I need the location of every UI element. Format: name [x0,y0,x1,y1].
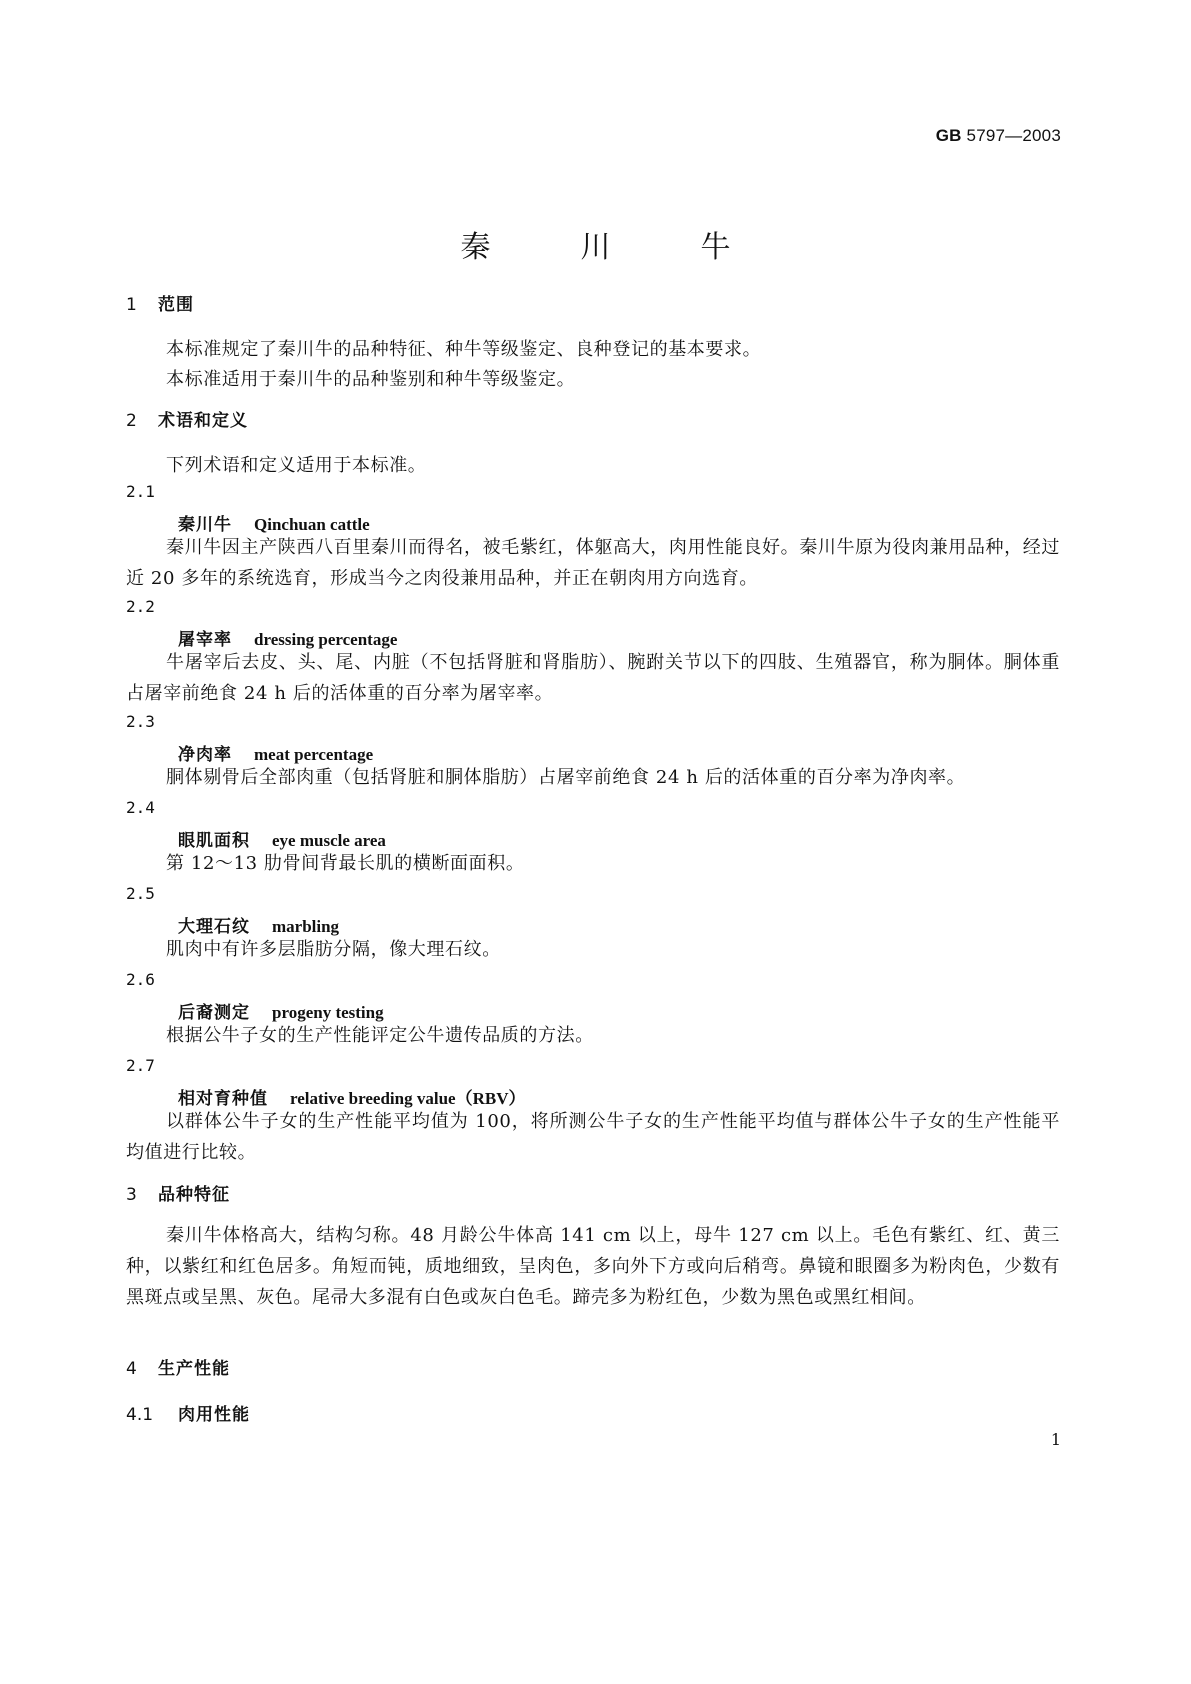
term-zh: 净肉率 [178,745,232,765]
term-zh: 眼肌面积 [178,831,250,851]
section-number: 4 [126,1359,137,1379]
section-title: 生产性能 [158,1359,230,1379]
section-heading [126,1354,1060,1379]
section-title: 范围 [158,295,194,315]
clause-number: 2.1 [126,482,155,501]
standard-code [936,126,1061,146]
clause-number: 2.5 [126,884,155,903]
term-definition: 根据公牛子女的生产性能评定公牛遗传品质的方法。 [166,1025,594,1046]
breed-features-paragraph: 秦川牛体格高大，结构匀称。48 月龄公牛体高 141 cm 以上，母牛 127 cm 以上。毛色有紫红、红、黄三种，以紫红和红色居多。角短而钝，质地细致，呈肉色，多向外下方或向后稍弯。鼻镜和眼圈多为粉肉色，少数有黑斑点或呈黑、灰色。尾帚大多混有白色或灰白色毛。蹄壳多为粉红色，少数为黑色或黑红相间。 [126,1225,1060,1308]
term-definition: 肌肉中有许多层脂肪分隔，像大理石纹。 [166,939,501,960]
document-title: 秦川牛 [460,230,821,265]
term-definition: 以群体公牛子女的生产性能平均值为 100，将所测公牛子女的生产性能平均值与群体公牛子女的生产性能平均值进行比较。 [126,1111,1060,1163]
term-en: eye muscle area [272,831,386,850]
subsection-number: 4.1 [126,1405,154,1425]
page-number: 1 [1050,1430,1061,1449]
section-number: 2 [126,411,137,431]
section-title: 术语和定义 [158,411,248,431]
scope-paragraph-2: 本标准适用于秦川牛的品种鉴别和种牛等级鉴定。 [166,369,576,390]
section-title: 品种特征 [158,1185,230,1205]
term-en: marbling [272,917,340,936]
section-number: 1 [126,295,137,315]
terms-intro: 下列术语和定义适用于本标准。 [166,455,427,476]
section-heading [126,406,1060,431]
section-heading [126,1180,1060,1205]
term-en: meat percentage [254,745,374,764]
term-zh: 秦川牛 [178,515,232,535]
standard-code-number: 5797—2003 [961,126,1061,145]
term-zh: 屠宰率 [178,630,232,650]
standard-code-prefix: GB [935,126,962,145]
term-zh: 相对育种值 [178,1089,268,1109]
term-zh: 大理石纹 [178,917,250,937]
clause-number: 2.3 [126,712,155,731]
clause-number: 2.7 [126,1056,155,1075]
term-definition: 第 12～13 肋骨间背最长肌的横断面面积。 [166,853,525,874]
section-heading [126,290,1060,315]
term-zh: 后裔测定 [178,1003,250,1023]
section-number: 3 [126,1185,137,1205]
term-en: relative breeding value（RBV） [290,1089,526,1108]
clause-number: 2.6 [126,970,155,989]
term-en: progeny testing [272,1003,384,1022]
clause-number: 2.2 [126,597,155,616]
scope-paragraph-1: 本标准规定了秦川牛的品种特征、种牛等级鉴定、良种登记的基本要求。 [166,339,762,360]
term-definition: 秦川牛因主产陕西八百里秦川而得名，被毛紫红，体躯高大，肉用性能良好。秦川牛原为役肉兼用品种，经过近 20 多年的系统选育，形成当今之肉役兼用品种，并正在朝肉用方向选育。 [126,537,1060,589]
subsection-title: 肉用性能 [178,1405,250,1425]
term-en: dressing percentage [254,630,398,649]
clause-number: 2.4 [126,798,155,817]
term-definition: 胴体剔骨后全部肉重（包括肾脏和胴体脂肪）占屠宰前绝食 24 h 后的活体重的百分率为净肉率。 [166,767,966,788]
subsection-heading [126,1400,1060,1425]
term-en: Qinchuan cattle [254,515,370,534]
term-definition: 牛屠宰后去皮、头、尾、内脏（不包括肾脏和肾脂肪）、腕跗关节以下的四肢、生殖器官，称为胴体。胴体重占屠宰前绝食 24 h 后的活体重的百分率为屠宰率。 [126,652,1060,704]
